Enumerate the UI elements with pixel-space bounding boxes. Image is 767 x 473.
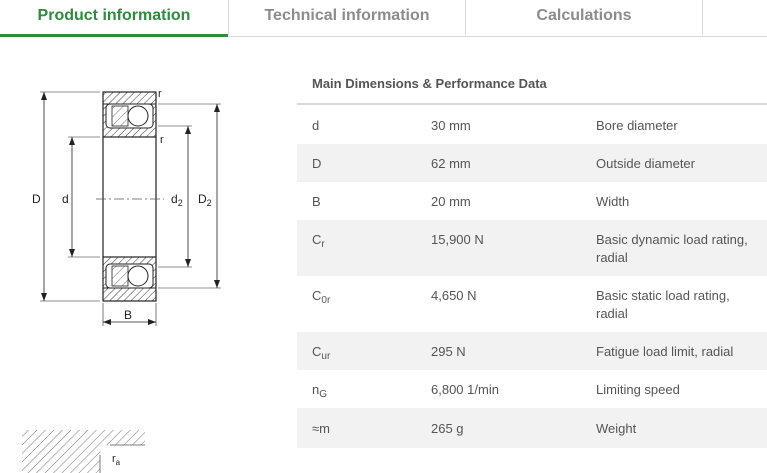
row-value: 20 mm [431, 194, 471, 209]
top-ring-section [103, 92, 156, 137]
row-description: Fatigue load limit, radial [596, 344, 734, 359]
row-value: 6,800 1/min [431, 382, 499, 397]
label-B: B [124, 308, 133, 322]
table-row [297, 370, 767, 408]
tab-calculations[interactable]: Calculations [536, 7, 632, 24]
row-description: Limiting speed [596, 382, 680, 397]
row-value: 30 mm [431, 118, 471, 133]
tab-product-information[interactable]: Product information [0, 0, 228, 37]
tab-bar [0, 0, 767, 37]
label-D2: $D_2$ [198, 192, 212, 208]
row-symbol: $C_{0r}$ [312, 288, 331, 306]
row-value: 295 N [431, 344, 466, 359]
bottom-ring-section [103, 257, 156, 301]
title-divider [297, 103, 767, 105]
tab-technical-information[interactable]: Technical information [264, 7, 430, 24]
label-d2: $d_2$ [171, 192, 183, 208]
table-row [297, 220, 767, 276]
table-row [297, 106, 767, 144]
row-description: Bore diameter [596, 118, 678, 133]
row-symbol: B [312, 194, 321, 209]
row-value: 4,650 N [431, 288, 477, 303]
table-row [297, 182, 767, 220]
table-row [297, 144, 767, 182]
row-symbol: d [312, 118, 320, 133]
label-D: D [32, 192, 41, 206]
row-description: Basic dynamic load rating, radial [596, 232, 748, 265]
row-value: 265 g [431, 421, 464, 436]
table-row [297, 408, 767, 448]
label-d: d [62, 192, 69, 206]
row-value: 62 mm [431, 156, 471, 171]
tab-divider [702, 0, 703, 35]
row-description: Weight [596, 421, 637, 436]
row-symbol: D [312, 156, 322, 171]
row-description: Width [596, 194, 630, 209]
row-description: Outside diameter [596, 156, 695, 171]
row-symbol: $C_{ur}$ [312, 344, 331, 362]
label-ra: $r_a$ [112, 453, 121, 467]
row-symbol: ≈m [312, 421, 330, 436]
row-symbol: $C_r$ [312, 232, 325, 250]
label-r-top: r [158, 88, 162, 100]
label-r-mid: r [160, 134, 164, 146]
bearing-drawing [0, 60, 250, 473]
row-value: 15,900 N [431, 232, 484, 247]
table-row [297, 276, 767, 332]
table-row [297, 332, 767, 370]
mounting-detail [22, 430, 145, 473]
row-symbol: $n_G$ [312, 382, 328, 400]
row-description: Basic static load rating, radial [596, 288, 730, 321]
section-title: Main Dimensions & Performance Data [312, 76, 547, 91]
